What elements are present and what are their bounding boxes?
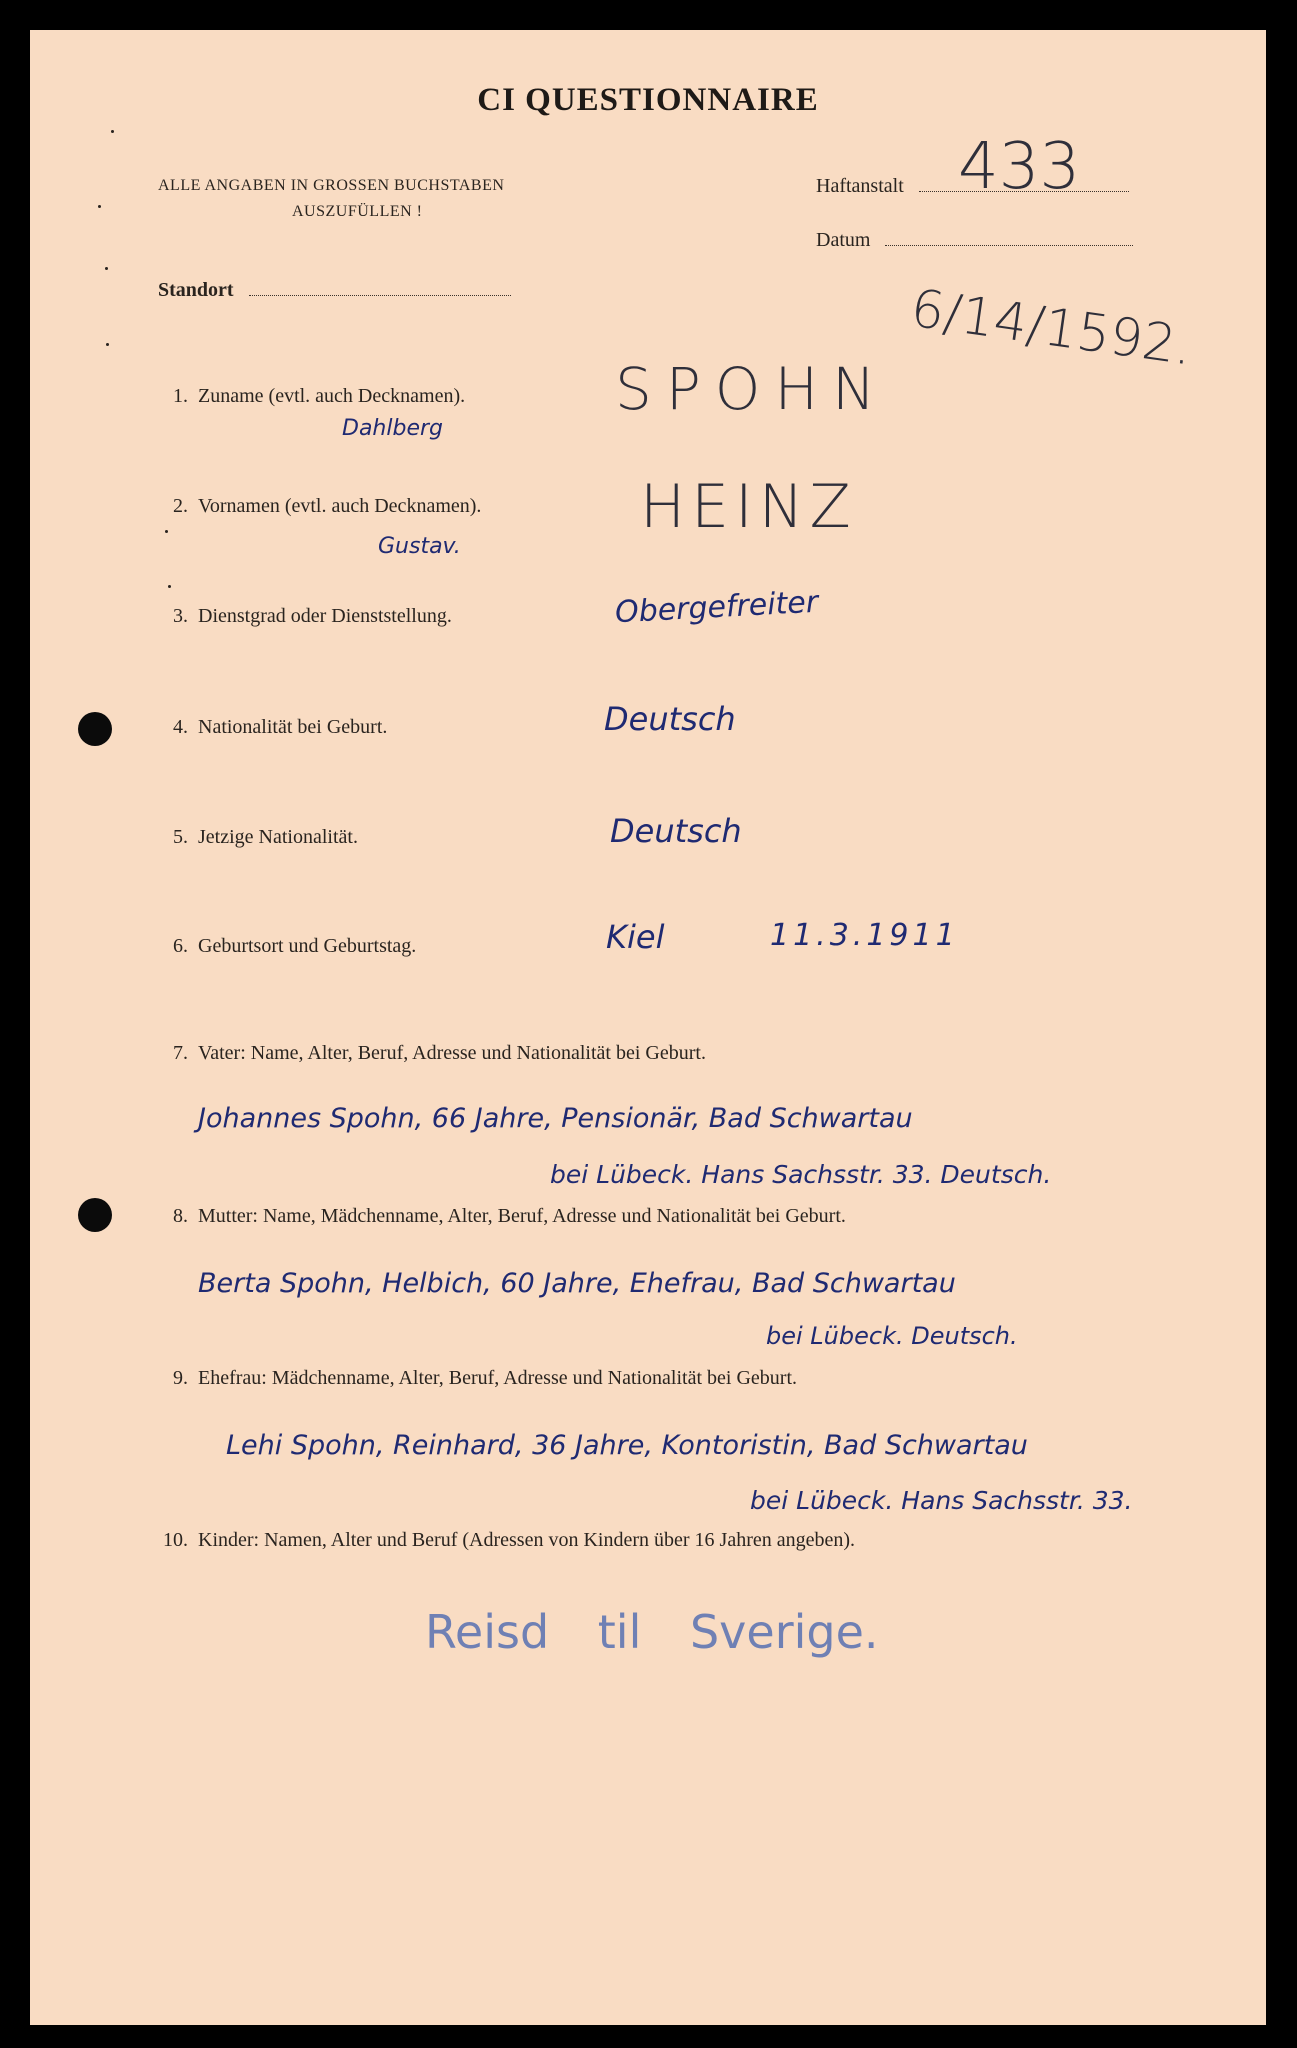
question-1-label: Zuname (evtl. auch Decknamen).	[198, 385, 466, 407]
question-2-label: Vornamen (evtl. auch Decknamen).	[198, 495, 482, 517]
question-9-answer-line-2: bei Lübeck. Hans Sachsstr. 33.	[750, 1486, 1133, 1515]
question-5-label: Jetzige Nationalität.	[198, 826, 358, 848]
questionnaire-sheet	[30, 30, 1266, 2025]
question-3-label: Dienstgrad oder Dienststellung.	[198, 605, 452, 627]
standort-line	[249, 294, 511, 296]
question-6: 6. Geburtsort und Geburtstag.	[173, 935, 417, 957]
question-8: 8. Mutter: Name, Mädchenname, Alter, Beruf, Adresse und Nationalität bei Geburt.	[173, 1205, 846, 1227]
question-2-answer: HEINZ	[640, 472, 857, 542]
question-10-answer: Reisd til Sverige.	[425, 1605, 879, 1659]
question-2: 2. Vornamen (evtl. auch Decknamen).	[173, 495, 482, 517]
standort-label: Standort	[158, 279, 234, 301]
datum-label: Datum	[816, 229, 871, 251]
punch-hole	[78, 1198, 112, 1232]
question-8-answer-line-1: Berta Spohn, Helbich, 60 Jahre, Ehefrau, Bad Schwartau	[198, 1268, 956, 1299]
question-4-answer: Deutsch	[604, 700, 736, 738]
question-8-answer-line-2: bei Lübeck. Deutsch.	[766, 1322, 1018, 1350]
question-6-label: Geburtsort und Geburtstag.	[198, 935, 417, 957]
question-6-answer-date: 11.3.1911	[770, 918, 959, 953]
question-10-label: Kinder: Namen, Alter und Beruf (Adressen von Kindern über 16 Jahren angeben).	[198, 1529, 856, 1551]
standort-field	[158, 279, 511, 302]
question-9: 9. Ehefrau: Mädchenname, Alter, Beruf, Adresse und Nationalität bei Geburt.	[173, 1367, 798, 1389]
question-1-alias: Dahlberg	[342, 416, 443, 441]
question-9-label: Ehefrau: Mädchenname, Alter, Beruf, Adresse und Nationalität bei Geburt.	[198, 1367, 798, 1389]
date-value: 6/14/1592.	[907, 278, 1196, 378]
question-10: 10. Kinder: Namen, Alter und Beruf (Adressen von Kindern über 16 Jahren angeben).	[163, 1529, 856, 1551]
margin-speck	[111, 130, 114, 133]
question-7-answer-line-1: Johannes Spohn, 66 Jahre, Pensionär, Bad Schwartau	[198, 1103, 913, 1134]
margin-speck	[165, 530, 168, 533]
question-4-label: Nationalität bei Geburt.	[198, 716, 388, 738]
question-4: 4. Nationalität bei Geburt.	[173, 716, 388, 738]
margin-speck	[168, 585, 171, 588]
question-7-answer-line-2: bei Lübeck. Hans Sachsstr. 33. Deutsch.	[550, 1160, 1052, 1189]
question-5-answer: Deutsch	[610, 812, 742, 850]
question-9-answer-line-1: Lehi Spohn, Reinhard, 36 Jahre, Kontoristin, Bad Schwartau	[226, 1430, 1028, 1461]
question-7-label: Vater: Name, Alter, Beruf, Adresse und Nationalität bei Geburt.	[198, 1042, 706, 1064]
punch-hole	[78, 712, 112, 746]
question-3-answer: Obergefreiter	[614, 584, 819, 631]
question-2-alias: Gustav.	[378, 534, 461, 559]
question-1: 1. Zuname (evtl. auch Decknamen).	[173, 385, 466, 407]
question-8-label: Mutter: Name, Mädchenname, Alter, Beruf, Adresse und Nationalität bei Geburt.	[198, 1205, 846, 1227]
instruction-line-1: ALLE ANGABEN IN GROSSEN BUCHSTABEN	[158, 177, 505, 194]
margin-speck	[106, 343, 109, 346]
question-5: 5. Jetzige Nationalität.	[173, 826, 358, 848]
margin-speck	[105, 267, 108, 270]
haftanstalt-value: 433	[958, 130, 1081, 204]
datum-line	[885, 244, 1133, 246]
haftanstalt-label: Haftanstalt	[816, 175, 904, 197]
question-1-answer: SPOHN	[615, 355, 890, 423]
question-3: 3. Dienstgrad oder Dienststellung.	[173, 605, 452, 627]
margin-speck	[98, 205, 101, 208]
question-6-answer-place: Kiel	[606, 918, 665, 956]
question-7: 7. Vater: Name, Alter, Beruf, Adresse und Nationalität bei Geburt.	[173, 1042, 706, 1064]
form-title: CI QUESTIONNAIRE	[477, 82, 819, 118]
instruction-line-2: AUSZUFÜLLEN !	[292, 203, 423, 220]
datum-field	[816, 229, 1133, 252]
